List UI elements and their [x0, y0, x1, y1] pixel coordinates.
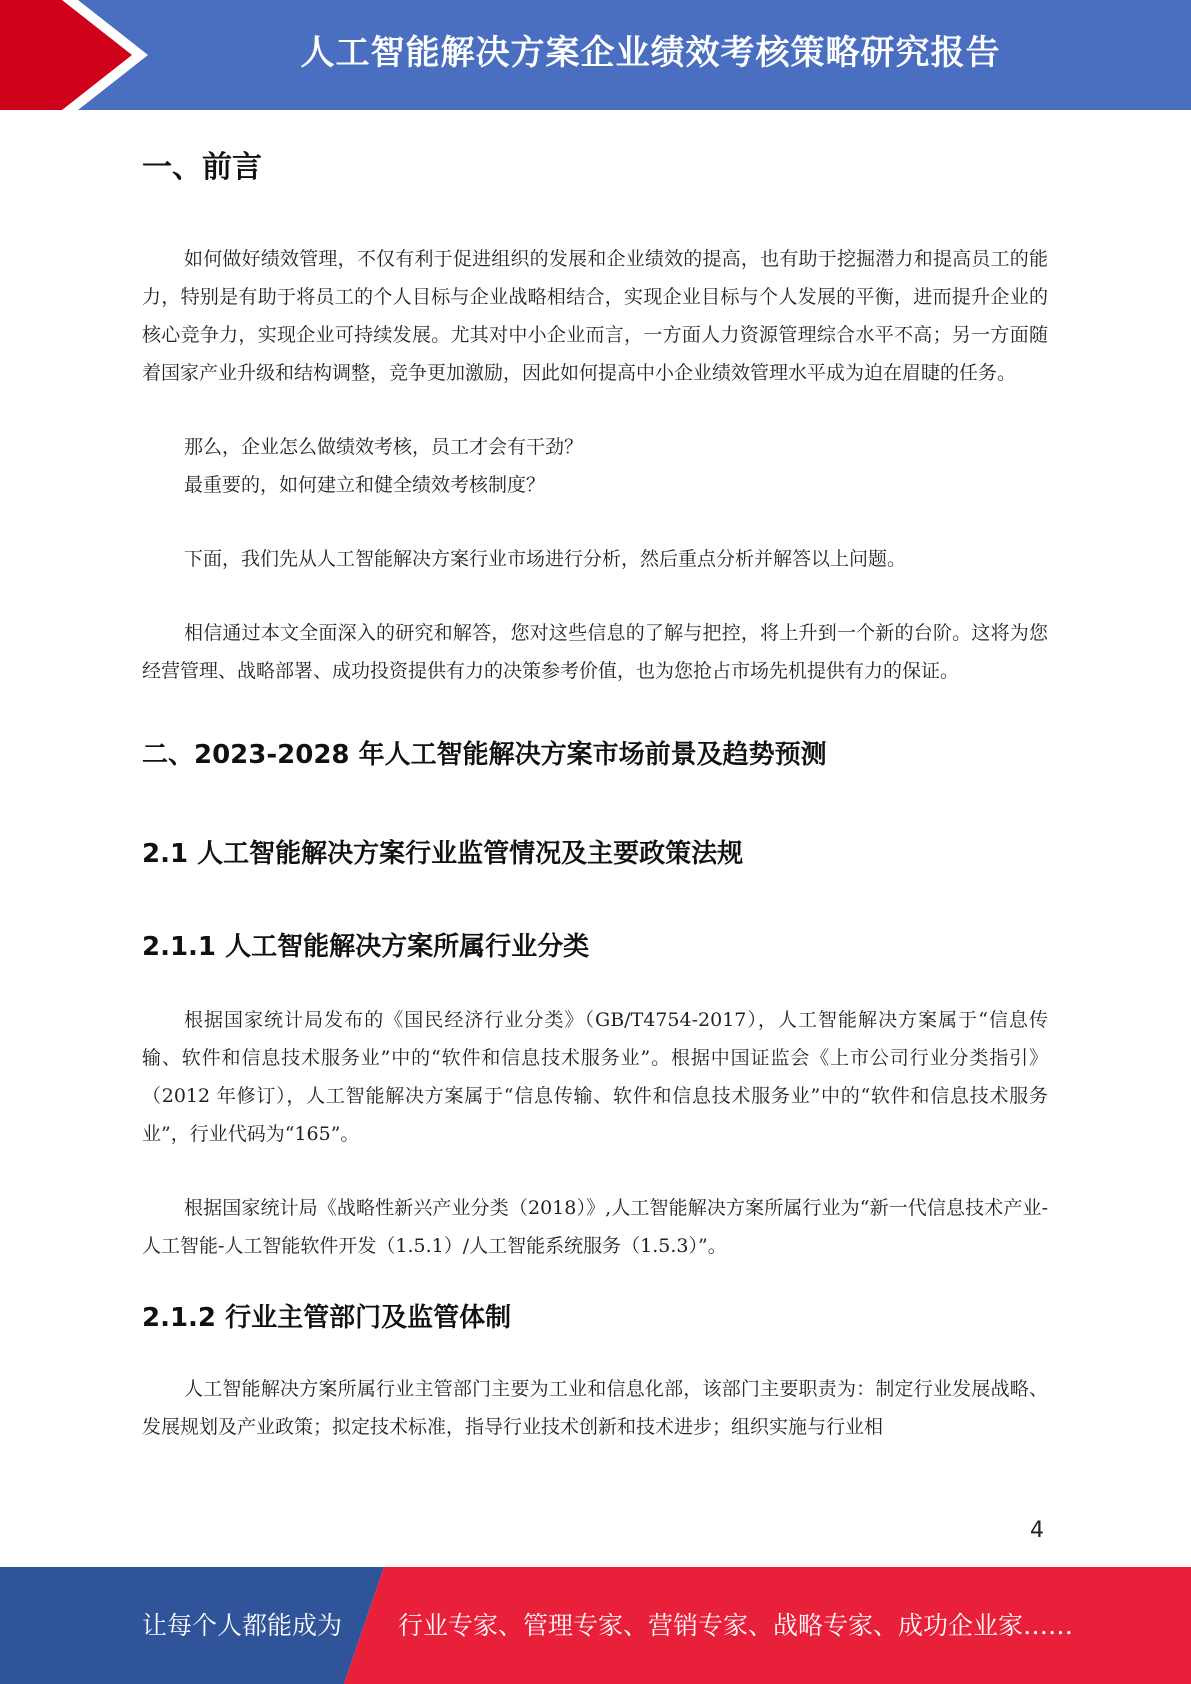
section-2-1-1-title: 2.1.1 人工智能解决方案所属行业分类 — [142, 932, 590, 962]
section-2-1-1-paragraph-2: 根据国家统计局《战略性新兴产业分类（2018）》,人工智能解决方案所属行业为“新一代信息技术产业-人工智能-人工智能软件开发（1.5.1）/人工智能系统服务（1.5.3）”。 — [142, 1197, 1048, 1257]
footer-slogan-right: 行业专家、管理专家、营销专家、战略专家、成功企业家…… — [398, 1611, 1074, 1640]
header-arrow-decoration — [0, 0, 150, 110]
section-2-1-title: 2.1 人工智能解决方案行业监管情况及主要政策法规 — [142, 839, 744, 869]
footer-slogan-left: 让每个人都能成为 — [142, 1611, 343, 1640]
section-1-question-2: 最重要的，如何建立和健全绩效考核制度？ — [184, 474, 546, 496]
header-banner — [0, 0, 1191, 110]
page-number: 4 — [1030, 1518, 1044, 1543]
footer-banner — [0, 1567, 1191, 1684]
section-1-title: 一、前言 — [142, 150, 262, 185]
section-2-1-1-paragraph-1: 根据国家统计局发布的《国民经济行业分类》（GB/T4754-2017），人工智能解决方案属于“信息传输、软件和信息技术服务业”中的“软件和信息技术服务业”。根据中国证监会《上市公司行业分类指引》（2012 年修订），人工智能解决方案属于“信息传输、软件和信息技术服务业”中的“软件和信息技术服务业”，行业代码为“165”。 — [142, 1009, 1048, 1145]
section-2-title: 二、2023-2028 年人工智能解决方案市场前景及趋势预测 — [142, 740, 827, 770]
document-title: 人工智能解决方案企业绩效考核策略研究报告 — [300, 33, 1001, 73]
main-content — [142, 130, 1048, 1446]
section-1-paragraph-1: 如何做好绩效管理，不仅有利于促进组织的发展和企业绩效的提高，也有助于挖掘潜力和提高员工的能力，特别是有助于将员工的个人目标与企业战略相结合，实现企业目标与个人发展的平衡，进而提升企业的核心竞争力，实现企业可持续发展。尤其对中小企业而言，一方面人力资源管理综合水平不高；另一方面随着国家产业升级和结构调整，竞争更加激励，因此如何提高中小企业绩效管理水平成为迫在眉睫的任务。 — [142, 248, 1048, 384]
section-1-paragraph-2: 下面，我们先从人工智能解决方案行业市场进行分析，然后重点分析并解答以上问题。 — [184, 548, 907, 570]
section-2-1-2-paragraph-1: 人工智能解决方案所属行业主管部门主要为工业和信息化部，该部门主要职责为：制定行业发展战略、发展规划及产业政策；拟定技术标准，指导行业技术创新和技术进步；组织实施与行业相 — [142, 1378, 1048, 1438]
section-2-1-2-title: 2.1.2 行业主管部门及监管体制 — [142, 1303, 512, 1333]
section-1-question-1: 那么，企业怎么做绩效考核，员工才会有干劲？ — [184, 436, 584, 458]
section-1-paragraph-3: 相信通过本文全面深入的研究和解答，您对这些信息的了解与把控，将上升到一个新的台阶。这将为您经营管理、战略部署、成功投资提供有力的决策参考价值，也为您抢占市场先机提供有力的保证。 — [142, 622, 1048, 682]
